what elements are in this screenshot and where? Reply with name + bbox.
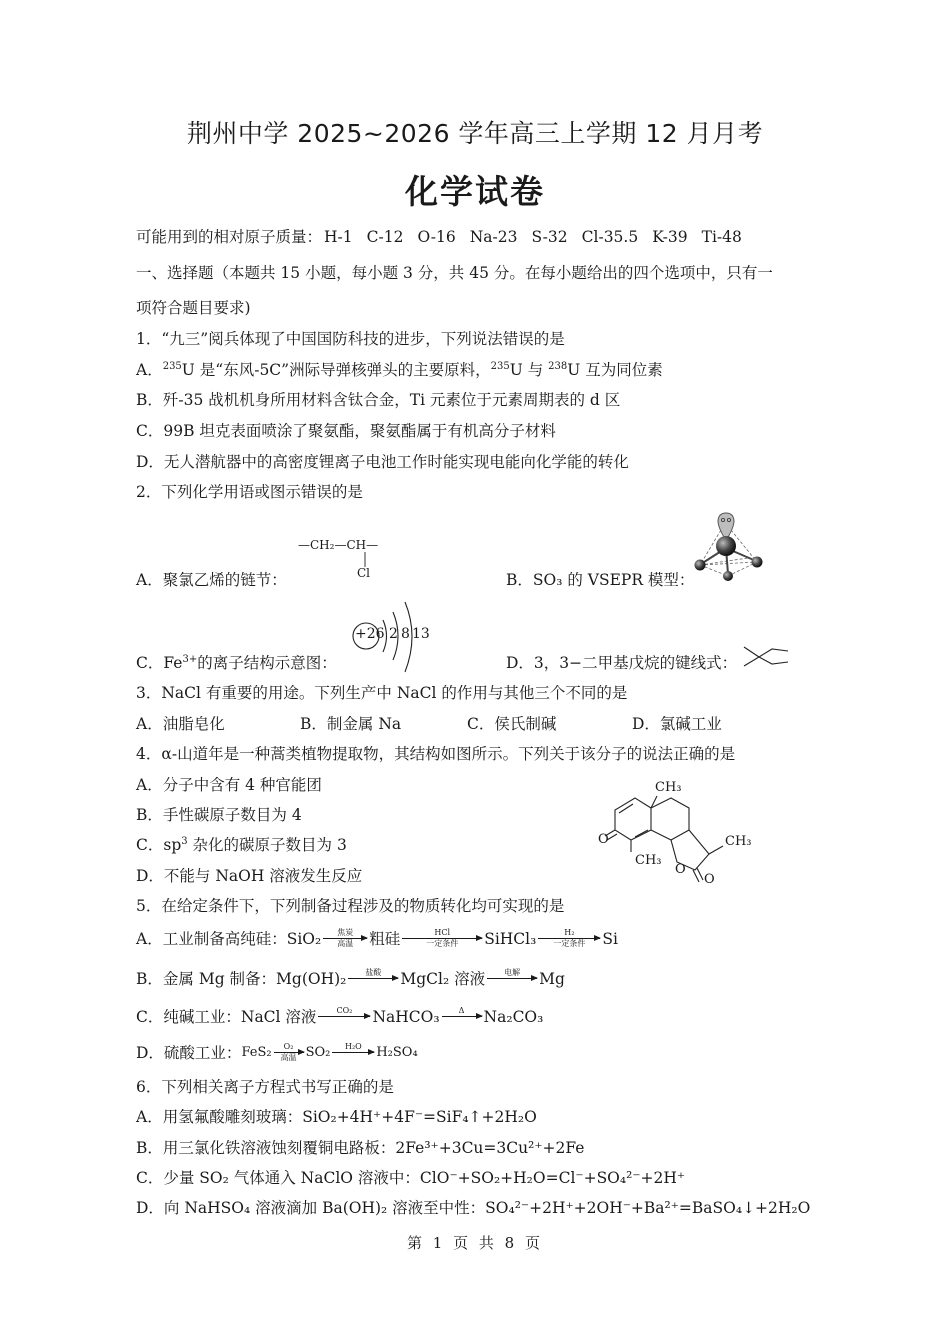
ring-o-label: O [675, 862, 686, 877]
species: SiHCl₃ [484, 929, 537, 948]
mass-item: Na-23 [469, 228, 518, 246]
q4-stem: 4．α-山道年是一种蒿类植物提取物，其结构如图所示。下列关于该分子的说法正确的是 [136, 745, 736, 763]
pvc-repeat-unit [298, 538, 378, 552]
q6-option-a: A．用氢氟酸雕刻玻璃：SiO₂+4H⁺+4F⁻=SiF₄↑+2H₂O [136, 1108, 537, 1126]
q2-option-d: D．3，3−二甲基戊烷的键线式： [506, 654, 738, 672]
q6-option-c: C．少量 SO₂ 气体通入 NaClO 溶液中：ClO⁻+SO₂+H₂O=Cl⁻+SO₄²⁻+2H⁺ [136, 1169, 686, 1187]
superscript: 3 [181, 835, 188, 847]
page-footer: 第 1 页 共 8 页 [407, 1234, 543, 1252]
q5-stem: 5．在给定条件下，下列制备过程涉及的物质转化均可实现的是 [136, 897, 565, 915]
arrow-condition: 电解 [504, 968, 521, 977]
arrow-condition: 盐酸 [365, 968, 382, 977]
section-instructions-line2: 项符合题目要求) [136, 299, 251, 317]
carbonyl-o-label: O [704, 872, 715, 887]
option-text: C．Fe [136, 654, 183, 672]
option-text: A．工业制备高纯硅： [136, 929, 287, 948]
species: NaCl 溶液 [240, 1007, 317, 1026]
q5-option-b [136, 968, 565, 989]
vsepr-model-icon [688, 510, 770, 582]
section-instructions-line1: 一、选择题（本题共 15 小题，每小题 3 分，共 45 分。在每小题给出的四个选项中，只有一 [136, 264, 773, 282]
q3-stem: 3．NaCl 有重要的用途。下列生产中 NaCl 的作用与其他三个不同的是 [136, 684, 628, 702]
superscript: 235 [162, 360, 182, 372]
ch3-top-label: CH₃ [655, 780, 682, 795]
reaction-arrow [402, 928, 482, 949]
q4-option-d: D．不能与 NaOH 溶液发生反应 [136, 867, 363, 885]
atomic-masses-label: 可能用到的相对原子质量： [136, 228, 323, 246]
q1-stem: 1．“九三”阅兵体现了中国国防科技的进步，下列说法错误的是 [136, 330, 565, 348]
reaction-arrow [332, 1042, 374, 1063]
mass-item: K-39 [652, 228, 688, 246]
option-text: D．硫酸工业： [136, 1043, 242, 1062]
species: H₂SO₄ [376, 1044, 418, 1060]
mass-item: Cl-35.5 [581, 228, 639, 246]
reaction-arrow [274, 1042, 304, 1063]
arrow-condition: 高温 [337, 939, 354, 948]
q5-option-c [136, 1006, 543, 1027]
species: NaHCO₃ [372, 1007, 440, 1026]
mass-item: C-12 [366, 228, 404, 246]
arrow-condition: HCl [434, 928, 451, 937]
arrow-condition: 高温 [280, 1053, 297, 1062]
option-text: 的离子结构示意图： [197, 654, 337, 672]
q3-option-a: A．油脂皂化 [136, 715, 225, 733]
option-text: U 互为同位素 [567, 361, 663, 379]
subject-title: 化学试卷 [405, 172, 545, 211]
species: SiO₂ [286, 929, 322, 948]
arrow-condition: O₂ [283, 1042, 294, 1051]
superscript: 235 [490, 360, 510, 372]
ch3-bottom-label: CH₃ [635, 853, 662, 868]
q3-option-b: B．制金属 Na [300, 715, 402, 733]
fe-nucleus-charge: +26 [355, 626, 385, 642]
atomic-masses [136, 227, 756, 247]
species: FeS₂ [241, 1044, 272, 1060]
ch3-right-label: CH₃ [725, 834, 752, 849]
reaction-arrow [318, 1006, 370, 1027]
arrow-condition: H₂O [344, 1042, 362, 1051]
q5-option-d [136, 1042, 418, 1063]
shell-3-electrons: 13 [412, 626, 430, 642]
species: SO₂ [305, 1044, 331, 1060]
option-text: C．纯碱工业： [136, 1007, 241, 1026]
arrow-condition: CO₂ [336, 1006, 353, 1015]
option-text: B．金属 Mg 制备： [136, 969, 277, 988]
pvc-cl-label: Cl [357, 566, 371, 580]
q2-option-b: B．SO₃ 的 VSEPR 模型： [506, 571, 695, 589]
species: MgCl₂ 溶液 [400, 969, 486, 988]
exam-title: 荆州中学 2025~2026 学年高三上学期 12 月月考 [186, 119, 764, 148]
mass-item: O-16 [417, 228, 456, 246]
reaction-arrow [323, 928, 367, 949]
option-text: U 与 [509, 361, 549, 379]
skeletal-formula-icon [742, 644, 790, 668]
q4-option-c [136, 835, 347, 855]
q5-option-a [136, 928, 618, 949]
reaction-arrow [538, 928, 600, 949]
superscript: 238 [548, 360, 568, 372]
species: Mg(OH)₂ [276, 969, 347, 988]
q1-option-c: C．99B 坦克表面喷涂了聚氨酯，聚氨酯属于有机高分子材料 [136, 422, 556, 440]
shell-1-electrons: 2 [389, 626, 398, 642]
species: 粗硅 [369, 929, 401, 948]
q2-stem: 2．下列化学用语或图示错误的是 [136, 483, 363, 501]
q6-option-d: D．向 NaHSO₄ 溶液滴加 Ba(OH)₂ 溶液至中性：SO₄²⁻+2H⁺+2OH⁻+Ba²⁺=BaSO₄↓+2H₂O [136, 1199, 811, 1217]
mass-item: H-1 [324, 228, 353, 246]
option-text: C．sp [136, 836, 182, 854]
option-text: U 是“东风-5C”洲际导弹核弹头的主要原料， [181, 361, 491, 379]
q4-option-b: B．手性碳原子数目为 4 [136, 806, 302, 824]
q1-option-b: B．歼-35 战机机身所用材料含钛合金，Ti 元素位于元素周期表的 d 区 [136, 391, 621, 409]
q2-option-a: A．聚氯乙烯的链节： [136, 571, 287, 589]
reaction-arrow [348, 968, 398, 989]
reaction-arrow [487, 968, 537, 989]
arrow-condition: 一定条件 [553, 939, 586, 948]
superscript: 3+ [182, 653, 198, 665]
option-text: 杂化的碳原子数目为 3 [187, 836, 347, 854]
pvc-formula: —CH₂—CH— [298, 538, 379, 552]
q4-option-a: A．分子中含有 4 种官能团 [136, 776, 322, 794]
q1-option-d: D．无人潜航器中的高密度锂离子电池工作时能实现电能向化学能的转化 [136, 453, 629, 471]
option-letter: A． [136, 361, 163, 379]
species: Si [602, 929, 618, 948]
q3-option-d: D．氯碱工业 [632, 715, 722, 733]
species: Na₂CO₃ [483, 1007, 544, 1026]
ketone-o-label: O [598, 832, 609, 847]
q6-stem: 6．下列相关离子方程式书写正确的是 [136, 1078, 394, 1096]
arrow-condition: 焦炭 [337, 928, 354, 937]
species: Mg [539, 969, 565, 988]
arrow-condition: H₂ [564, 928, 575, 937]
arrow-condition: 一定条件 [426, 939, 459, 948]
shell-2-electrons: 8 [401, 626, 410, 642]
q1-option-a [136, 360, 663, 380]
arrow-condition: Δ [458, 1006, 465, 1015]
mass-item: Ti-48 [701, 228, 742, 246]
q3-option-c: C．侯氏制碱 [467, 715, 557, 733]
reaction-arrow [442, 1006, 482, 1027]
q2-option-c [136, 653, 337, 673]
mass-item: S-32 [531, 228, 568, 246]
q6-option-b: B．用三氯化铁溶液蚀刻覆铜电路板：2Fe³⁺+3Cu=3Cu²⁺+2Fe [136, 1139, 585, 1157]
